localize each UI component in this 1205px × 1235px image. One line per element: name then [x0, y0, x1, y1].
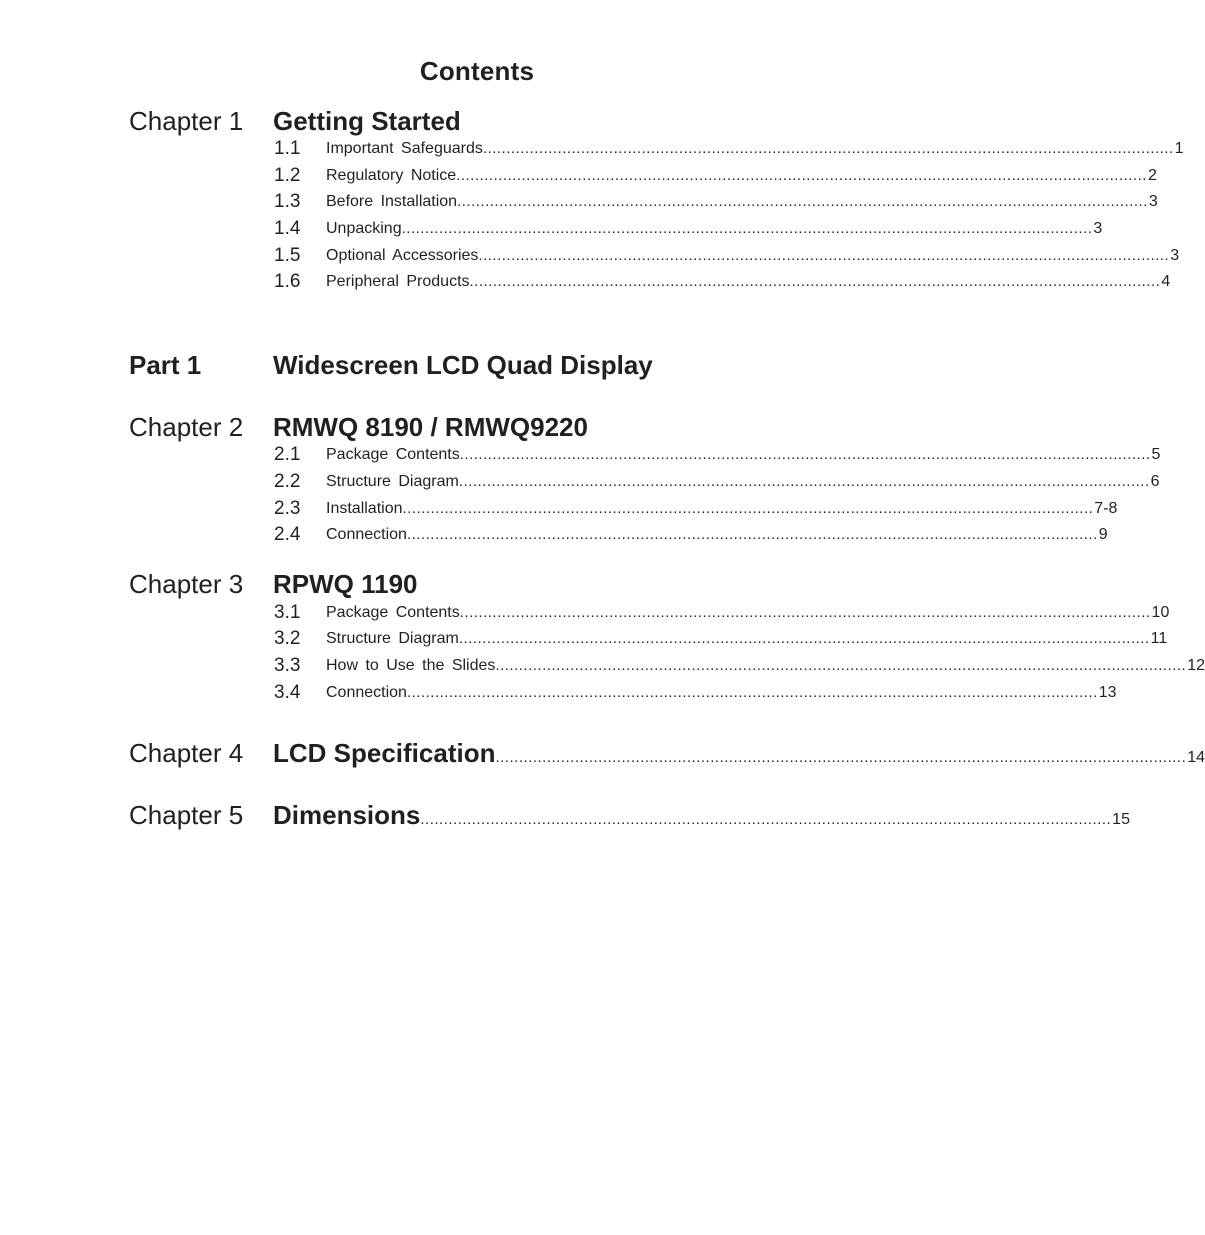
entry-number: 3.3 [274, 655, 301, 676]
toc-entry-3-3[interactable] [0, 653, 1205, 679]
entry-number: 1.5 [274, 245, 301, 266]
entry-title: Installation [326, 500, 403, 517]
chapter-2-title[interactable]: RMWQ 8190 / RMWQ9220 [273, 412, 588, 442]
toc-entry-3-4[interactable] [0, 680, 1117, 706]
dot-leader: .................................................................................................................................................... [482, 140, 1174, 157]
entry-page-number: 10 [1151, 604, 1170, 621]
entry-page-number: 4 [1161, 273, 1171, 290]
entry-number: 1.4 [274, 218, 301, 239]
entry-page-number: 13 [1098, 684, 1117, 701]
chapter-4-page-number: 14 [1187, 749, 1205, 766]
toc-entry-2-2[interactable] [0, 469, 1160, 495]
entry-page-number: 12 [1187, 657, 1205, 674]
entry-number: 2.2 [274, 471, 301, 492]
entry-page-number: 3 [1148, 193, 1158, 210]
entry-page-number: 9 [1098, 526, 1108, 543]
dot-leader: .................................................................................................................................................... [478, 247, 1170, 264]
part-1-label: Part 1 [129, 350, 202, 380]
entry-page-number: 7-8 [1094, 500, 1118, 517]
toc-entry-1-3[interactable] [0, 189, 1158, 215]
chapter-3-title[interactable]: RPWQ 1190 [273, 569, 418, 599]
chapter-5-heading[interactable] [0, 798, 1130, 832]
dot-leader: .................................................................................................................................................... [402, 500, 1094, 517]
dot-leader: .................................................................................................................................................... [401, 220, 1093, 237]
chapter-4-title[interactable]: LCD Specification [273, 738, 496, 768]
toc-entry-1-1[interactable] [0, 136, 1184, 162]
entry-number: 1.2 [274, 165, 301, 186]
entry-title: Package Contents [326, 446, 460, 463]
entry-title: Structure Diagram [326, 473, 459, 490]
entry-number: 3.1 [274, 602, 301, 623]
entry-number: 1.3 [274, 191, 301, 212]
entry-page-number: 3 [1170, 247, 1180, 264]
entry-number: 1.6 [274, 271, 301, 292]
entry-title: Connection [326, 526, 407, 543]
toc-entry-2-4[interactable] [0, 522, 1108, 548]
toc-entry-1-2[interactable] [0, 163, 1157, 189]
toc-entry-3-2[interactable] [0, 626, 1168, 652]
toc-entry-2-3[interactable] [0, 496, 1118, 522]
dot-leader: .................................................................................................................................................... [406, 526, 1098, 543]
entry-title: Peripheral Products [326, 273, 470, 290]
entry-title: Unpacking [326, 220, 402, 237]
chapter-1-heading [0, 104, 954, 138]
entry-title: Regulatory Notice [326, 167, 457, 184]
toc-entry-1-4[interactable] [0, 216, 1103, 242]
dot-leader: .................................................................................................................................................... [458, 473, 1150, 490]
chapter-3-label: Chapter 3 [129, 569, 244, 599]
entry-title: Important Safeguards [326, 140, 483, 157]
entry-number: 3.4 [274, 682, 301, 703]
toc-entry-1-6[interactable] [0, 269, 1171, 295]
part-1-title[interactable]: Widescreen LCD Quad Display [273, 350, 653, 380]
dot-leader: .................................................................................................................................................... [406, 684, 1098, 701]
entry-page-number: 11 [1150, 630, 1168, 647]
chapter-1-label: Chapter 1 [129, 106, 244, 136]
entry-page-number: 6 [1150, 473, 1160, 490]
chapter-5-title[interactable]: Dimensions [273, 800, 421, 830]
chapter-5-label: Chapter 5 [129, 800, 244, 830]
dot-leader: .................................................................................................................................................... [456, 167, 1147, 184]
entry-page-number: 1 [1174, 140, 1184, 157]
entry-title: Package Contents [326, 604, 460, 621]
entry-title: How to Use the Slides [326, 657, 496, 674]
dot-leader: .................................................................................................................................................... [495, 657, 1187, 674]
entry-page-number: 2 [1147, 167, 1157, 184]
entry-page-number: 5 [1151, 446, 1161, 463]
chapter-3-heading [0, 567, 954, 601]
toc-entry-2-1[interactable] [0, 442, 1161, 468]
entry-title: Structure Diagram [326, 630, 459, 647]
entry-title: Optional Accessories [326, 247, 479, 264]
chapter-2-heading [0, 410, 954, 444]
chapter-1-title[interactable]: Getting Started [273, 106, 461, 136]
dot-leader: .................................................................................................................................................... [459, 446, 1151, 463]
entry-title: Connection [326, 684, 407, 701]
entry-number: 1.1 [274, 138, 301, 159]
entry-number: 2.3 [274, 498, 301, 519]
toc-entry-3-1[interactable] [0, 600, 1170, 626]
page-title: Contents [419, 56, 535, 86]
toc-entry-1-5[interactable] [0, 243, 1180, 269]
entry-number: 2.4 [274, 524, 301, 545]
chapter-2-label: Chapter 2 [129, 412, 244, 442]
chapter-5-page-number: 15 [1112, 811, 1130, 828]
entry-number: 3.2 [274, 628, 301, 649]
chapter-4-label: Chapter 4 [129, 738, 244, 768]
dot-leader: .................................................................................................................................................... [469, 273, 1161, 290]
dot-leader: .................................................................................................................................................... [420, 811, 1112, 828]
part-1-heading [0, 348, 954, 382]
entry-title: Before Installation [326, 193, 458, 210]
entry-page-number: 3 [1093, 220, 1103, 237]
dot-leader: .................................................................................................................................................... [457, 193, 1148, 210]
dot-leader: .................................................................................................................................................... [459, 604, 1151, 621]
dot-leader: .................................................................................................................................................... [458, 630, 1150, 647]
dot-leader: .................................................................................................................................................... [495, 749, 1187, 766]
entry-number: 2.1 [274, 444, 301, 465]
chapter-4-heading[interactable] [0, 736, 1205, 770]
